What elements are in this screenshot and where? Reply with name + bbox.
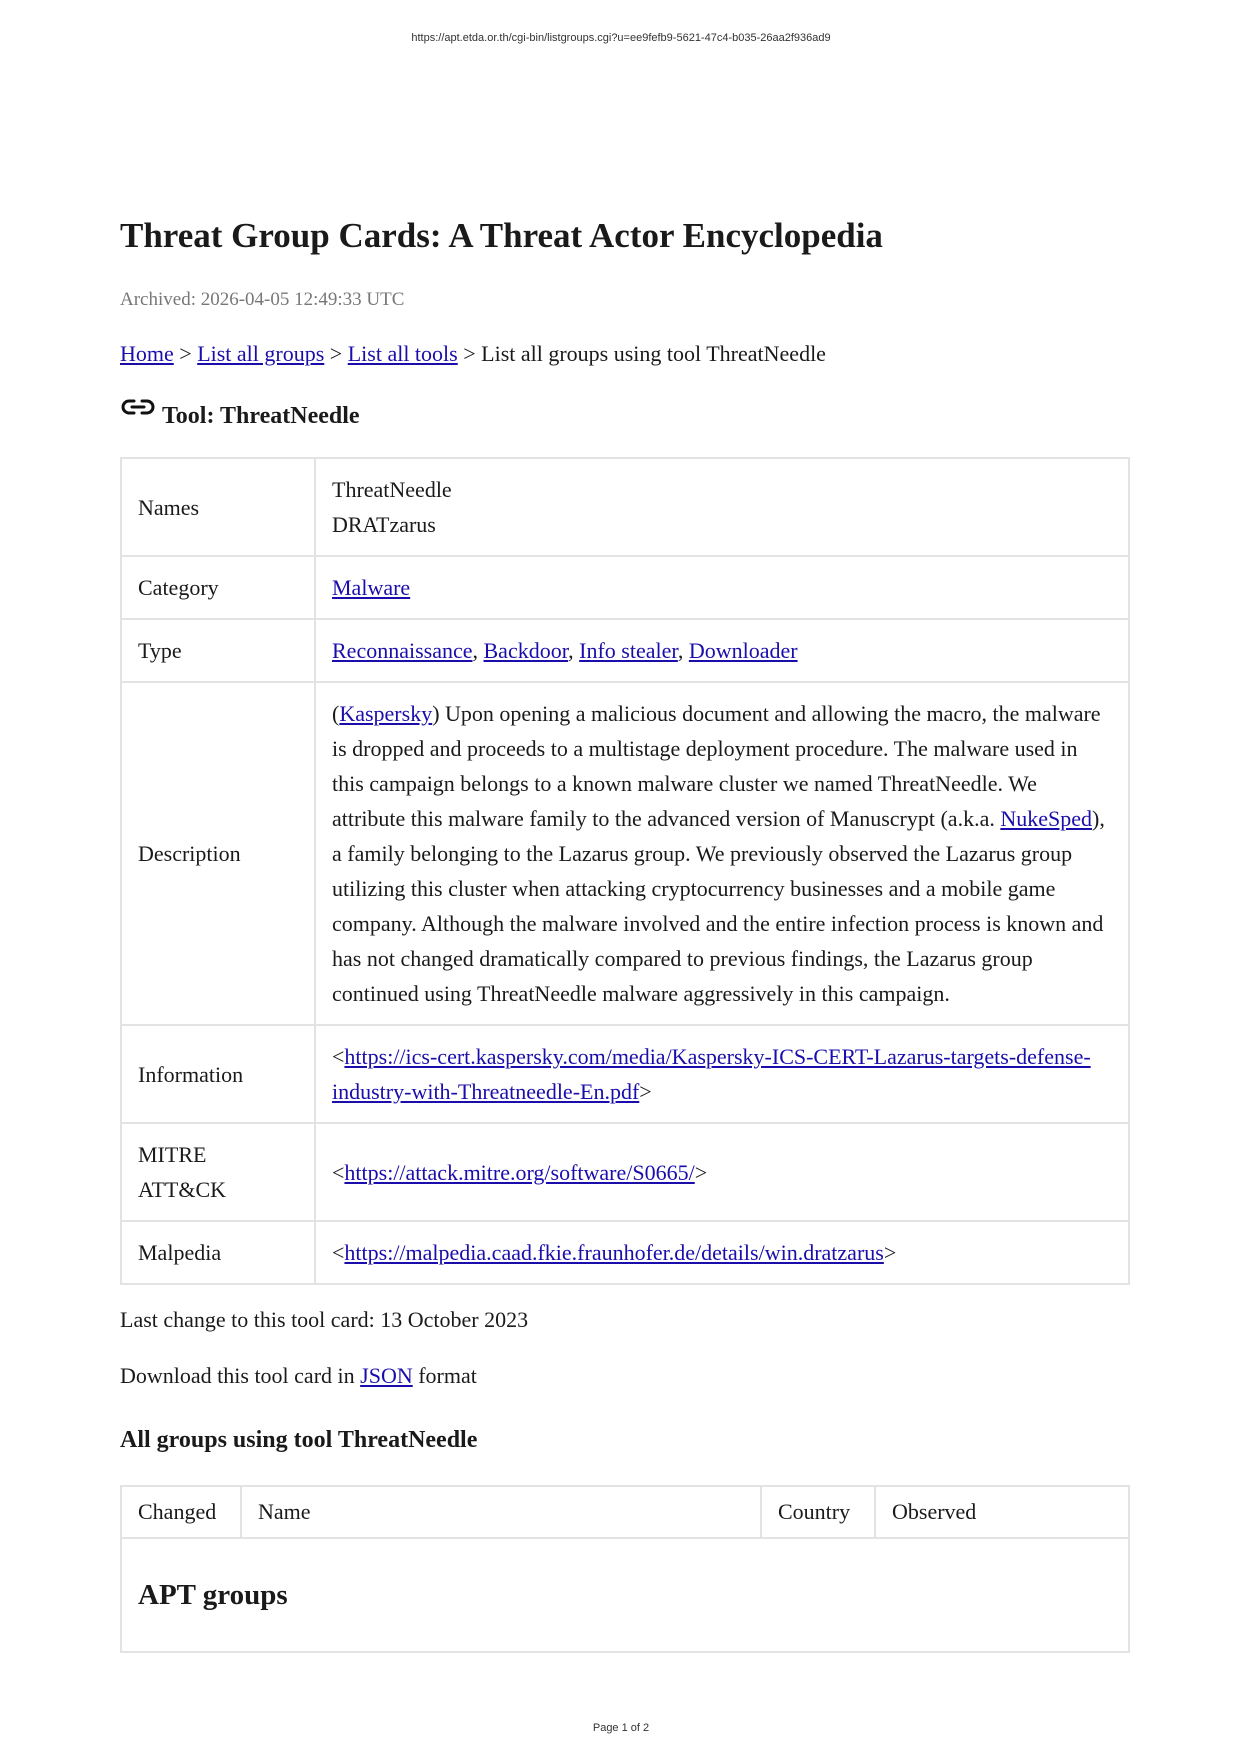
type-row xyxy=(121,619,1129,682)
description-text: ) Upon opening a malicious document and allowing the macro, the malware is dropped and proceeds to a multistage deployment procedure. The malware used in this campaign belongs to a known malware cluster we named ThreatNeedle. We attribute this malware family to the advanced version of Manuscrypt (a.k.a. xyxy=(332,701,1101,831)
nukesped-link[interactable]: NukeSped xyxy=(1000,806,1092,831)
information-link[interactable]: https://ics-cert.kaspersky.com/media/Kaspersky-ICS-CERT-Lazarus-targets-defense-industry-with-Threatneedle-En.pdf xyxy=(332,1044,1091,1104)
breadcrumb-separator: > xyxy=(173,341,198,366)
name-item: DRATzarus xyxy=(332,512,436,537)
column-header-name: Name xyxy=(241,1486,761,1538)
description-value xyxy=(315,682,1129,1025)
groups-heading: All groups using tool ThreatNeedle xyxy=(120,1427,478,1453)
category-row xyxy=(121,556,1129,619)
information-value xyxy=(315,1025,1129,1123)
mitre-row xyxy=(121,1123,1129,1221)
malpedia-label: Malpedia xyxy=(121,1221,315,1284)
bracket: < xyxy=(332,1240,345,1265)
column-header-observed: Observed xyxy=(875,1486,1129,1538)
bracket: > xyxy=(639,1079,652,1104)
last-change: Last change to this tool card: 13 October 2023 xyxy=(120,1307,529,1332)
names-value xyxy=(315,458,1129,556)
category-link[interactable]: Malware xyxy=(332,575,411,600)
link-icon[interactable] xyxy=(120,395,156,419)
description-label: Description xyxy=(121,682,315,1025)
category-label: Category xyxy=(121,556,315,619)
column-header-changed: Changed xyxy=(121,1486,241,1538)
json-download-link[interactable]: JSON xyxy=(360,1363,413,1388)
section-title: APT groups xyxy=(138,1579,288,1611)
breadcrumb-separator: > xyxy=(457,341,482,366)
type-value xyxy=(315,619,1129,682)
type-link[interactable]: Reconnaissance xyxy=(332,638,473,663)
type-link[interactable]: Info stealer xyxy=(579,638,678,663)
type-separator: , xyxy=(677,638,689,663)
malpedia-row xyxy=(121,1221,1129,1284)
description-text: ), a family belonging to the Lazarus group. We previously observed the Lazarus group utilizing this cluster when attacking cryptocurrency businesses and a mobile game company. Although the malware involved and the entire infection process is known and has not changed dramatically compared to previous findings, the Lazarus group continued using ThreatNeedle malware aggressively in this campaign. xyxy=(332,806,1105,1006)
main-content xyxy=(120,212,1130,1653)
download-suffix: format xyxy=(412,1363,477,1388)
column-header-country: Country xyxy=(761,1486,875,1538)
mitre-link[interactable]: https://attack.mitre.org/software/S0665/ xyxy=(344,1159,695,1185)
bracket: > xyxy=(883,1240,897,1265)
names-row xyxy=(121,458,1129,556)
name-item: ThreatNeedle xyxy=(332,477,452,502)
bracket: > xyxy=(694,1159,708,1185)
bracket: < xyxy=(332,1159,345,1185)
kaspersky-source-link[interactable]: Kaspersky xyxy=(339,701,433,726)
information-label: Information xyxy=(121,1025,315,1123)
print-url: https://apt.etda.or.th/cgi-bin/listgroups.cgi?u=ee9fefb9-5621-47c4-b035-26aa2f936ad9 xyxy=(411,32,831,44)
breadcrumb-groups-link[interactable]: List all groups xyxy=(197,341,325,366)
mitre-value xyxy=(315,1123,1129,1221)
groups-header-row xyxy=(121,1486,1129,1538)
type-label: Type xyxy=(121,619,315,682)
malpedia-value xyxy=(315,1221,1129,1284)
section-cell xyxy=(121,1538,1129,1652)
tool-heading-text: Tool: ThreatNeedle xyxy=(162,403,360,429)
archived-timestamp: Archived: 2026-04-05 12:49:33 UTC xyxy=(120,289,405,310)
information-row xyxy=(121,1025,1129,1123)
type-separator: , xyxy=(568,638,580,663)
tool-heading xyxy=(120,401,1130,431)
page-title: Threat Group Cards: A Threat Actor Encyclopedia xyxy=(120,216,883,255)
malpedia-link[interactable]: https://malpedia.caad.fkie.fraunhofer.de/details/win.dratzarus xyxy=(344,1240,884,1265)
breadcrumb-home-link[interactable]: Home xyxy=(120,341,174,366)
breadcrumb-current: List all groups using tool ThreatNeedle xyxy=(481,341,826,366)
mitre-label: MITRE ATT&CK xyxy=(121,1123,315,1221)
bracket: < xyxy=(332,1044,345,1069)
tool-info-table xyxy=(120,457,1130,1285)
breadcrumb-tools-link[interactable]: List all tools xyxy=(347,341,458,366)
groups-section-row xyxy=(121,1538,1129,1652)
description-paren: ( xyxy=(332,701,340,726)
type-link[interactable]: Backdoor xyxy=(483,638,569,663)
download-line xyxy=(120,1361,1130,1391)
groups-table xyxy=(120,1485,1130,1653)
type-separator: , xyxy=(472,638,484,663)
download-prefix: Download this tool card in xyxy=(120,1363,361,1388)
breadcrumb xyxy=(120,339,1130,369)
names-label: Names xyxy=(121,458,315,556)
description-row xyxy=(121,682,1129,1025)
category-value xyxy=(315,556,1129,619)
breadcrumb-separator: > xyxy=(324,341,348,366)
type-link[interactable]: Downloader xyxy=(688,638,798,663)
page-number: Page 1 of 2 xyxy=(592,1722,650,1734)
